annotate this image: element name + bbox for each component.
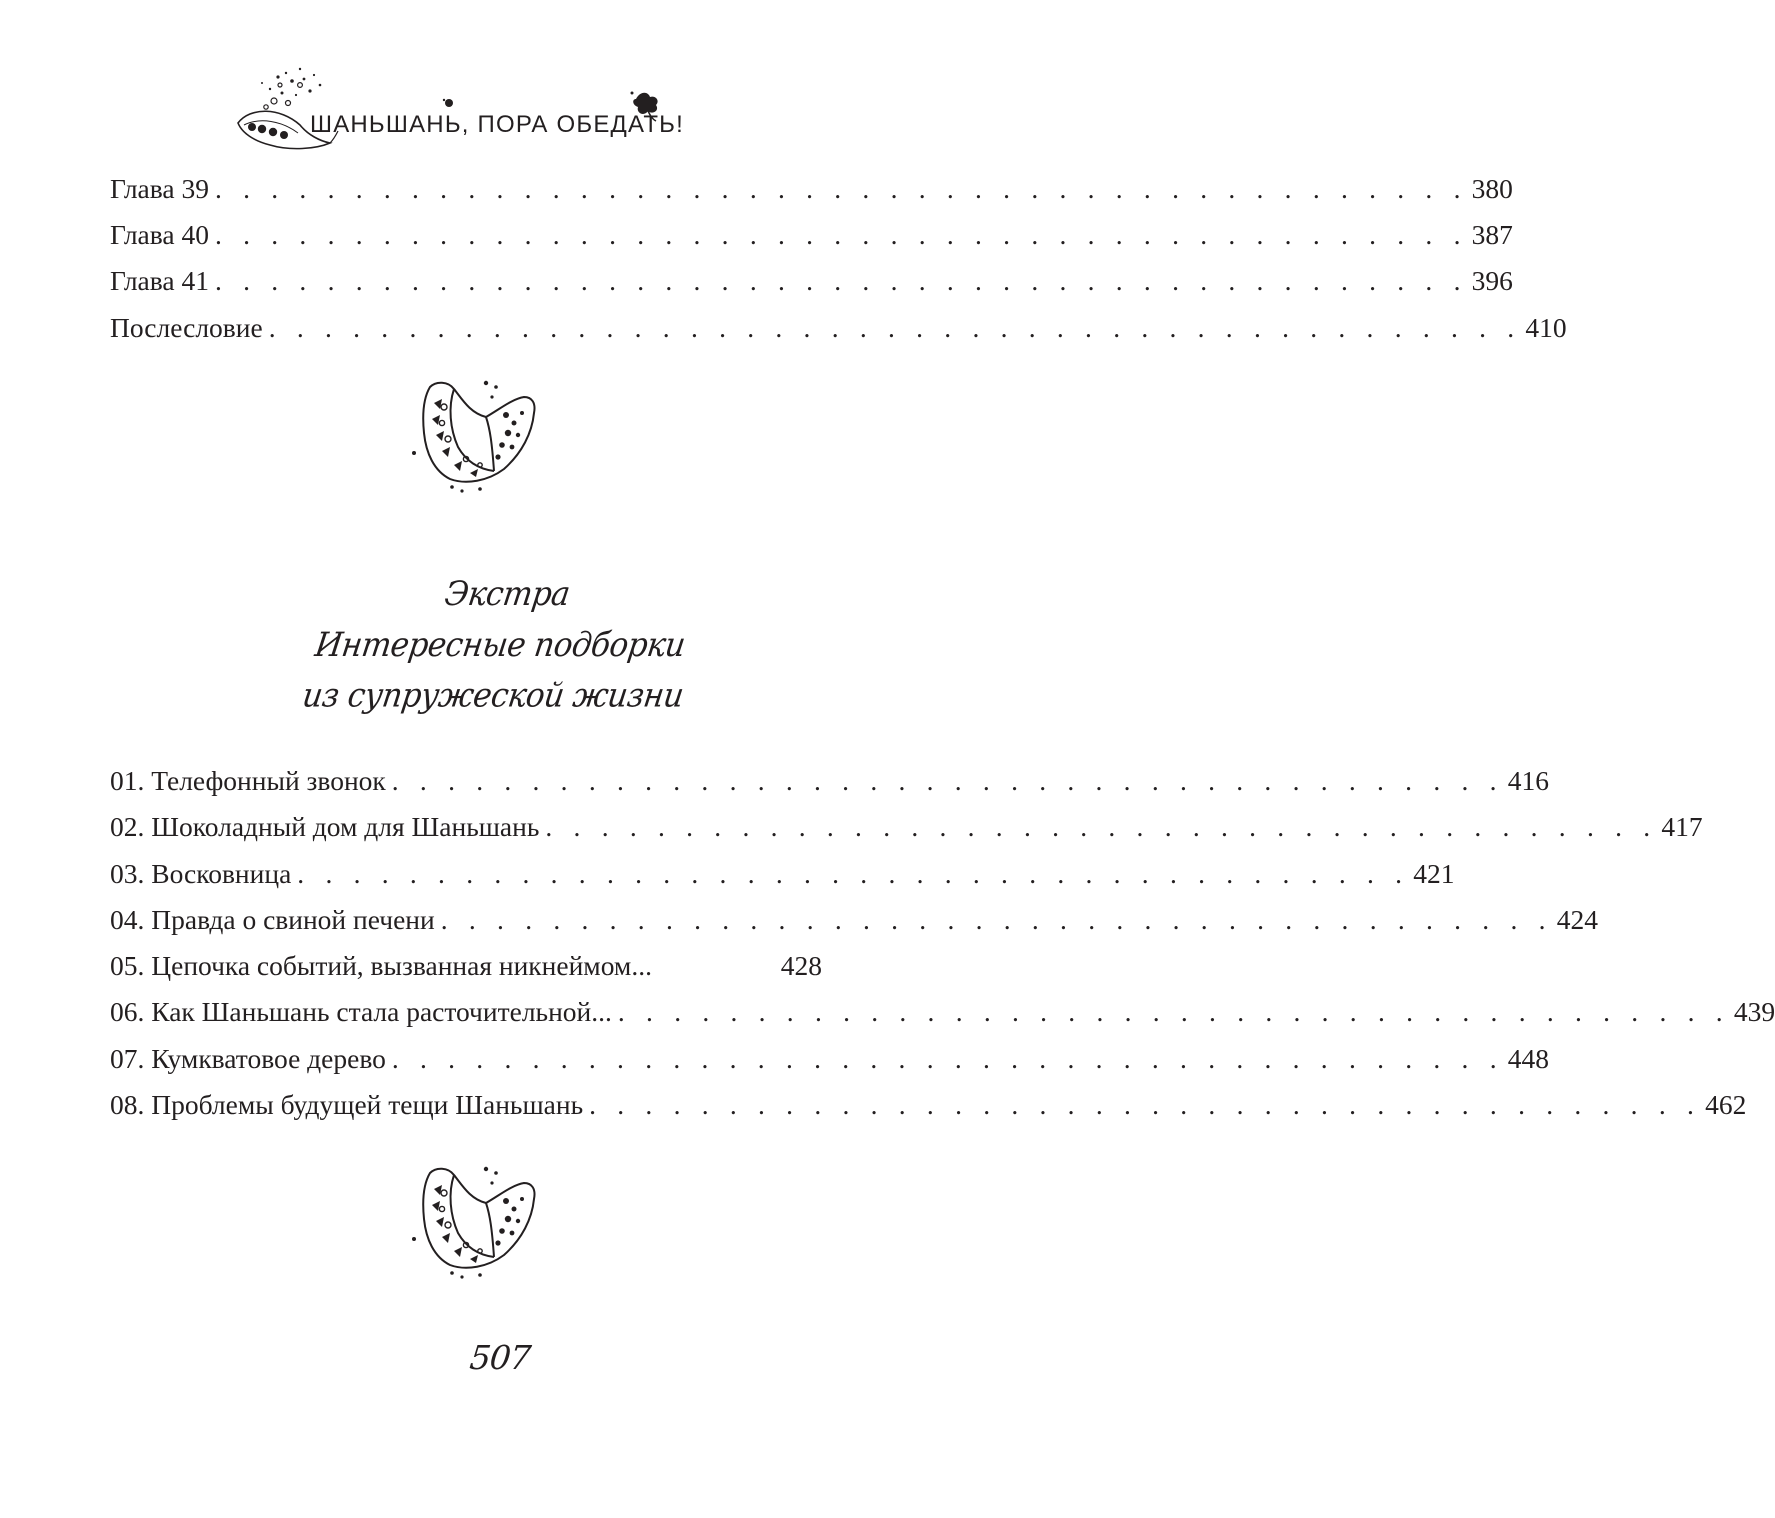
toc-entry[interactable] — [110, 166, 1513, 212]
extra-heading-line: Экстра — [442, 574, 573, 614]
toc-entry-title: 01. Телефонный звонок — [110, 765, 386, 796]
toc-entry[interactable] — [110, 212, 1513, 258]
dot-leader: . . . . . . . . . . . . . . . . . . . . . . . . . . . . . . . . . . . . . . . . — [589, 1089, 1702, 1121]
toc-entry[interactable] — [110, 258, 1513, 304]
toc-entry-page: 428 — [780, 950, 822, 982]
sparkle-icon — [442, 97, 456, 109]
toc-entry[interactable] — [110, 305, 1567, 351]
extra-section-heading — [189, 569, 810, 721]
pea-pod-icon — [230, 55, 340, 155]
dot-leader: . . . . . . . . . . . . . . . . . . . . . . . . . . . . . . . . . . . . . . . . . . . . . — [214, 219, 1468, 251]
toc-entry-title: 06. Как Шаньшань стала расточительной... — [110, 996, 612, 1028]
dot-leader: . . . . . . . . . . . . . . . . . . . . . . . . . . . . . . . . . . . . . . . . — [391, 765, 1504, 796]
toc-entry[interactable] — [110, 851, 1455, 897]
toc-entry-title: 05. Цепочка событий, вызванная никнеймом... — [110, 950, 652, 982]
toc-entry-page: 424 — [1556, 903, 1598, 935]
extra-heading-line: Интересные подборки — [312, 625, 688, 665]
fortune-cookie-icon — [408, 373, 558, 493]
toc-entry[interactable] — [110, 989, 1775, 1035]
running-header-title: ШАНЬШАНЬ, ПОРА ОБЕДАТЬ! — [310, 111, 684, 138]
dot-leader: . . . . . . . . . . . . . . . . . . . . . . . . . . . . . . . . . . . . . . . . — [617, 996, 1730, 1028]
dot-leader: . . . . . . . . . . . . . . . . . . . . . . . . . . . . . . . . . . . . . . . . — [545, 811, 1658, 843]
toc-entry-page: 421 — [1413, 857, 1455, 889]
toc-entry-page: 439 — [1733, 996, 1775, 1028]
running-header — [230, 55, 690, 165]
dot-leader: . . . . . . . . . . . . . . . . . . . . . . . . . . . . . . . . . . . . . . . . . . . . . — [268, 311, 1522, 343]
toc-entry-page: 396 — [1471, 265, 1513, 297]
toc-entry-page: 417 — [1661, 811, 1703, 843]
dot-leader: . . . . . . . . . . . . . . . . . . . . . . . . . . . . . . . . . . . . . . . . — [297, 857, 1410, 889]
toc-entry[interactable] — [110, 1082, 1747, 1128]
toc-entry[interactable] — [110, 758, 1549, 804]
toc-entry[interactable] — [110, 897, 1598, 943]
dot-leader: . . . . . . . . . . . . . . . . . . . . . . . . . . . . . . . . . . . . . . . . . . . . . — [214, 173, 1468, 204]
toc-entry-page: 462 — [1705, 1089, 1747, 1121]
dot-leader: . . . . . . . . . . . . . . . . . . . . . . . . . . . . . . . . . . . . . . . . — [440, 903, 1553, 935]
toc-entry-page: 387 — [1471, 219, 1513, 251]
toc-entry-title: 02. Шоколадный дом для Шаньшань — [110, 811, 540, 843]
toc-entry-page: 448 — [1507, 1042, 1550, 1074]
dot-leader: . . . . . . . . . . . . . . . . . . . . . . . . . . . . . . . . . . . . . . . . . . . . . — [214, 265, 1468, 297]
toc-entry-title: 04. Правда о свиной печени — [110, 903, 435, 935]
fortune-cookie-icon — [408, 1159, 558, 1279]
toc-entry-page: 410 — [1525, 311, 1567, 343]
toc-entry-page: 380 — [1471, 173, 1513, 204]
extra-heading-line: из супружеской жизни — [300, 676, 686, 716]
toc-entry-title: 07. Кумкватовое дерево — [110, 1042, 386, 1074]
toc-entry-title: 08. Проблемы будущей тещи Шаньшань — [110, 1089, 584, 1121]
toc-entry-title: 03. Восковница — [110, 857, 292, 889]
toc-list-extra — [110, 758, 1775, 1128]
toc-entry[interactable] — [110, 943, 822, 989]
toc-entry[interactable] — [110, 804, 1703, 850]
toc-entry-title: Глава 39 — [110, 173, 209, 204]
toc-entry-title: Глава 41 — [110, 265, 209, 297]
toc-entry-page: 416 — [1507, 765, 1549, 796]
toc-entry-title: Глава 40 — [110, 219, 209, 251]
toc-entry[interactable] — [110, 1036, 1550, 1082]
dot-leader: . . . . . . . . . . . . . . . . . . . . . . . . . . . . . . . . . . . . . . . . — [391, 1042, 1504, 1074]
toc-list-chapters — [110, 166, 1567, 351]
page-number: 507 — [467, 1338, 533, 1377]
toc-entry-title: Послесловие — [110, 311, 263, 343]
